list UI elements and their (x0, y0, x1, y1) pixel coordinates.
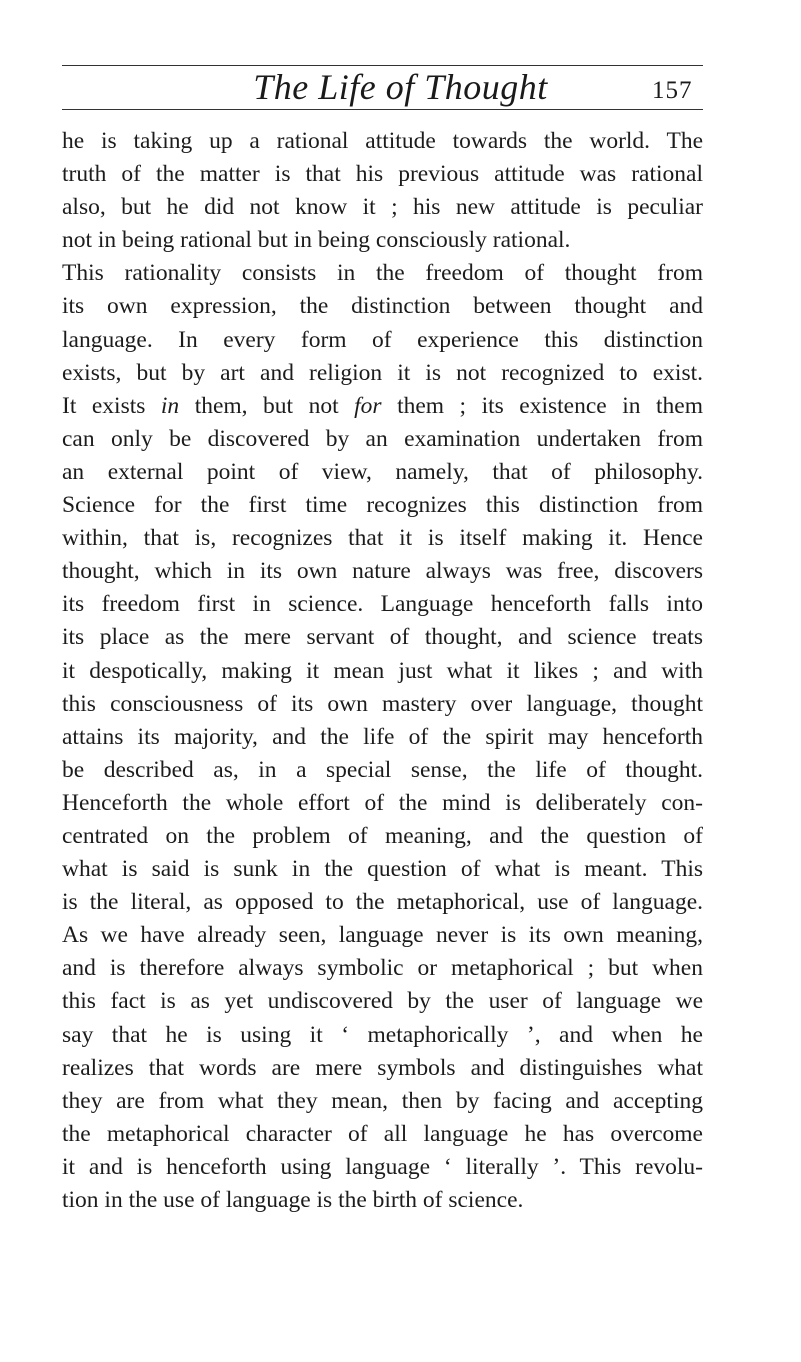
text-line: thought, which in its own nature always was free, discovers (62, 558, 703, 585)
text-line: the metaphorical character of all language he has overcome (62, 1120, 703, 1147)
text-line: is the literal, as opposed to the metaphorical, use of language. (62, 889, 703, 916)
body-text (62, 125, 703, 1217)
italic-word: for (354, 392, 382, 419)
text-line: also, but he did not know it ; his new attitude is peculiar (62, 194, 703, 221)
text-line: This rationality consists in the freedom of thought from (62, 260, 703, 287)
page-number: 157 (652, 77, 693, 104)
text-line: be described as, in a special sense, the life of thought. (62, 756, 703, 783)
text-line: tion in the use of language is the birth of science. (62, 1187, 524, 1213)
text-line: he is taking up a rational attitude towards the world. The (62, 128, 703, 154)
text-fragment: them, but not (179, 392, 355, 419)
running-title: The Life of Thought (253, 67, 548, 107)
text-line: Henceforth the whole effort of the mind is deliberately con- (62, 789, 703, 816)
header-rule-bottom (62, 109, 703, 110)
text-line: it and is henceforth using language ‘ literally ’. This revolu- (62, 1153, 703, 1180)
text-line: its freedom first in science. Language henceforth falls into (62, 591, 703, 618)
text-line: not in being rational but in being consciously rational. (62, 227, 571, 254)
text-line: an external point of view, namely, that of philosophy. (62, 458, 703, 485)
text-line: exists, but by art and religion it is not recognized to exist. (62, 359, 703, 386)
text-line: centrated on the problem of meaning, and the question of (62, 822, 703, 849)
text-line: this fact is as yet undiscovered by the user of language we (62, 988, 703, 1015)
text-line: attains its majority, and the life of the spirit may henceforth (62, 723, 703, 750)
text-line: they are from what they mean, then by facing and accepting (62, 1087, 703, 1114)
text-fragment: them ; its existence in them (381, 392, 703, 419)
text-line: say that he is using it ‘ metaphorically ’, and when he (62, 1021, 703, 1048)
text-line: realizes that words are mere symbols and distinguishes what (62, 1054, 703, 1081)
text-line: language. In every form of experience this distinction (62, 326, 703, 353)
text-fragment: It exists (62, 392, 161, 419)
text-line-with-italics (62, 390, 703, 423)
text-line: this consciousness of its own mastery over language, thought (62, 690, 703, 717)
text-line: As we have already seen, language never is its own meaning, (62, 922, 703, 949)
text-line: and is therefore always symbolic or metaphorical ; but when (62, 955, 703, 982)
italic-word: in (160, 392, 180, 419)
text-line: its own expression, the distinction between thought and (62, 293, 703, 320)
text-line: Science for the first time recognizes this distinction from (62, 492, 703, 519)
text-line: within, that is, recognizes that it is itself making it. Hence (62, 525, 703, 552)
text-line: what is said is sunk in the question of what is meant. This (62, 856, 703, 883)
text-line: truth of the matter is that his previous attitude was rational (62, 161, 703, 188)
text-line: its place as the mere servant of thought, and science treats (62, 624, 703, 651)
text-line: it despotically, making it mean just what it likes ; and with (62, 657, 703, 684)
text-line: can only be discovered by an examination undertaken from (62, 425, 703, 452)
